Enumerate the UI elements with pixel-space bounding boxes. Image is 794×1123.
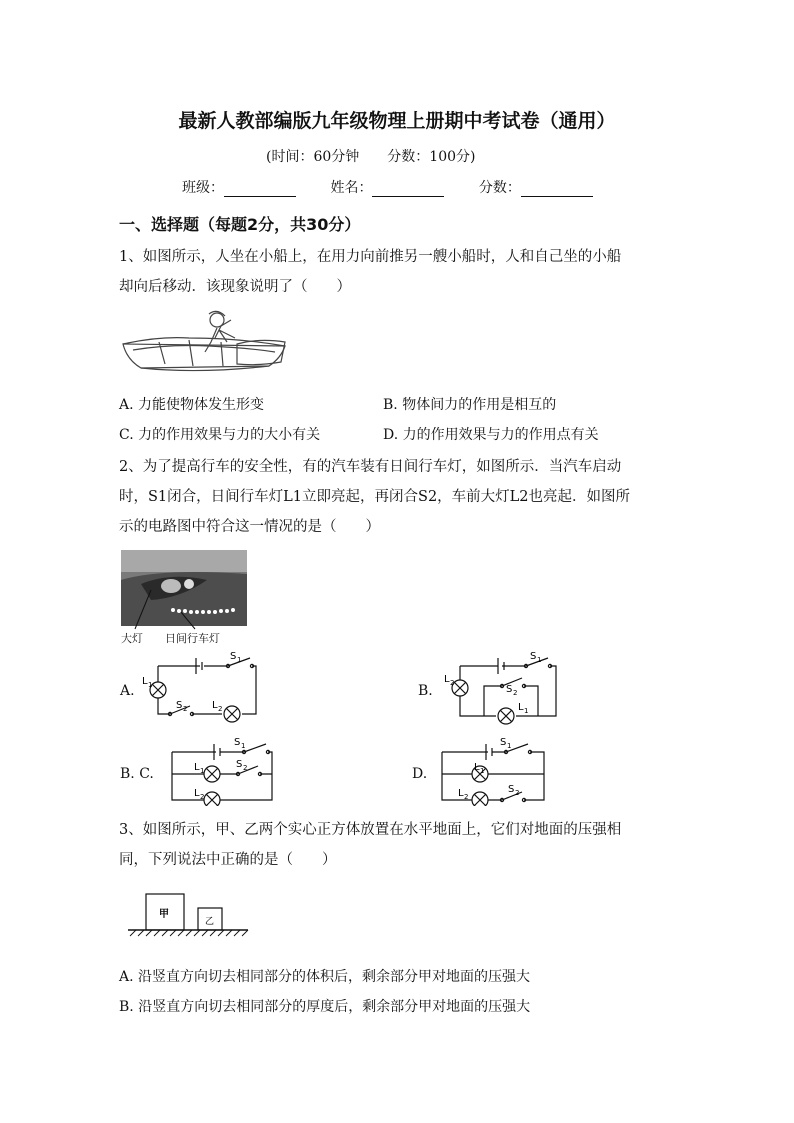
- lamp-l2-sub: 2: [464, 793, 469, 801]
- q3-option-b[interactable]: B. 沿竖直方向切去相同部分的厚度后，剩余部分甲对地面的压强大: [119, 999, 531, 1015]
- exam-title: 最新人教部编版九年级物理上册期中考试卷（通用）: [178, 110, 616, 132]
- cube-yi-label: 乙: [205, 917, 215, 927]
- switch-s1-sub: 1: [537, 656, 542, 664]
- lamp-l1-label: L: [518, 702, 524, 713]
- lamp-l1-sub: 1: [200, 767, 205, 775]
- q1-option-d[interactable]: D. 力的作用效果与力的作用点有关: [383, 427, 599, 443]
- score-field: [479, 177, 593, 197]
- class-label: 班级：: [182, 180, 224, 196]
- q2-option-a-label[interactable]: A.: [120, 683, 135, 699]
- name-label: 姓名：: [330, 180, 373, 196]
- lamp-l2-label: L: [458, 788, 464, 799]
- question-3-line-2: 同，下列说法中正确的是（ ）: [119, 852, 337, 868]
- circuit-c: [160, 734, 280, 806]
- score-label: 分数：: [478, 180, 521, 196]
- switch-s2-sub: 2: [515, 789, 520, 797]
- q2-option-d-label[interactable]: D.: [412, 766, 428, 782]
- question-1-line-2: 却向后移动．该现象说明了（ ）: [119, 279, 351, 295]
- switch-s1-sub: 1: [237, 656, 242, 664]
- switch-s1-sub: 1: [241, 742, 246, 750]
- switch-s2-sub: 2: [183, 705, 188, 713]
- lamp-l1-sub: 1: [524, 707, 529, 715]
- switch-s1-label: S: [500, 737, 507, 748]
- switch-s1-label: S: [234, 737, 241, 748]
- lamp-l1-label: L: [142, 676, 148, 687]
- car-headlight-photo: [121, 550, 247, 646]
- name-field: [330, 177, 444, 197]
- switch-s2-label: S: [508, 784, 515, 795]
- question-1-line-1: 1、如图所示，人坐在小船上，在用力向前推另一艘小船时，人和自己坐的小船: [119, 249, 622, 265]
- switch-s2-label: S: [236, 759, 243, 770]
- switch-s2-sub: 2: [243, 764, 248, 772]
- section-heading: 一、选择题（每题2分，共30分）: [119, 215, 361, 234]
- cubes-diagram: [126, 890, 250, 938]
- student-info-fields: [182, 177, 623, 197]
- circuit-d: [432, 734, 552, 806]
- switch-s2-label: S: [176, 700, 183, 711]
- score-blank[interactable]: [521, 182, 593, 197]
- q2-option-c-label[interactable]: B. C.: [120, 766, 154, 782]
- lamp-l1-sub: 1: [480, 767, 485, 775]
- switch-s2-label: S: [506, 684, 513, 695]
- q1-option-c[interactable]: C. 力的作用效果与力的大小有关: [119, 427, 321, 443]
- time-info: (时间：60分钟: [266, 149, 360, 165]
- switch-s2-sub: 2: [513, 689, 518, 697]
- lamp-l2-sub: 2: [218, 705, 223, 713]
- circuit-b: [440, 648, 570, 730]
- question-2-line-1: 2、为了提高行车的安全性，有的汽车装有日间行车灯，如图所示．当汽车启动: [119, 459, 622, 475]
- q2-option-b-label[interactable]: B.: [418, 683, 433, 699]
- score-info: 分数：100分): [387, 149, 476, 165]
- lamp-l2-label: L: [194, 788, 200, 799]
- circuit-a: [140, 648, 270, 730]
- q1-option-a[interactable]: A. 力能使物体发生形变: [119, 397, 265, 413]
- switch-s1-sub: 1: [507, 742, 512, 750]
- switch-s1-label: S: [530, 651, 537, 662]
- name-blank[interactable]: [372, 182, 444, 197]
- class-field: [182, 177, 296, 197]
- question-3-line-1: 3、如图所示，甲、乙两个实心正方体放置在水平地面上，它们对地面的压强相: [119, 822, 622, 838]
- switch-s1-label: S: [230, 651, 237, 662]
- lamp-l2-sub: 2: [200, 793, 205, 801]
- lamp-l1-label: L: [474, 762, 480, 773]
- daytime-light-label: 日间行车灯: [165, 632, 220, 645]
- class-blank[interactable]: [224, 182, 296, 197]
- lamp-l2-label: L: [212, 700, 218, 711]
- headlight-label: 大灯: [121, 632, 143, 645]
- lamp-l1-label: L: [194, 762, 200, 773]
- lamp-l2-label: L: [444, 674, 450, 685]
- question-2-line-3: 示的电路图中符合这一情况的是（ ）: [119, 519, 380, 535]
- q1-option-b[interactable]: B. 物体间力的作用是相互的: [383, 397, 557, 413]
- lamp-l2-sub: 2: [450, 679, 455, 687]
- lamp-l1-sub: 1: [148, 681, 153, 689]
- boat-illustration: [119, 308, 289, 384]
- question-2-line-2: 时，S1闭合，日间行车灯L1立即亮起，再闭合S2，车前大灯L2也亮起．如图所: [119, 489, 631, 505]
- cube-jia-label: 甲: [159, 909, 169, 920]
- exam-subtitle: [266, 146, 475, 166]
- q3-option-a[interactable]: A. 沿竖直方向切去相同部分的体积后，剩余部分甲对地面的压强大: [119, 969, 531, 985]
